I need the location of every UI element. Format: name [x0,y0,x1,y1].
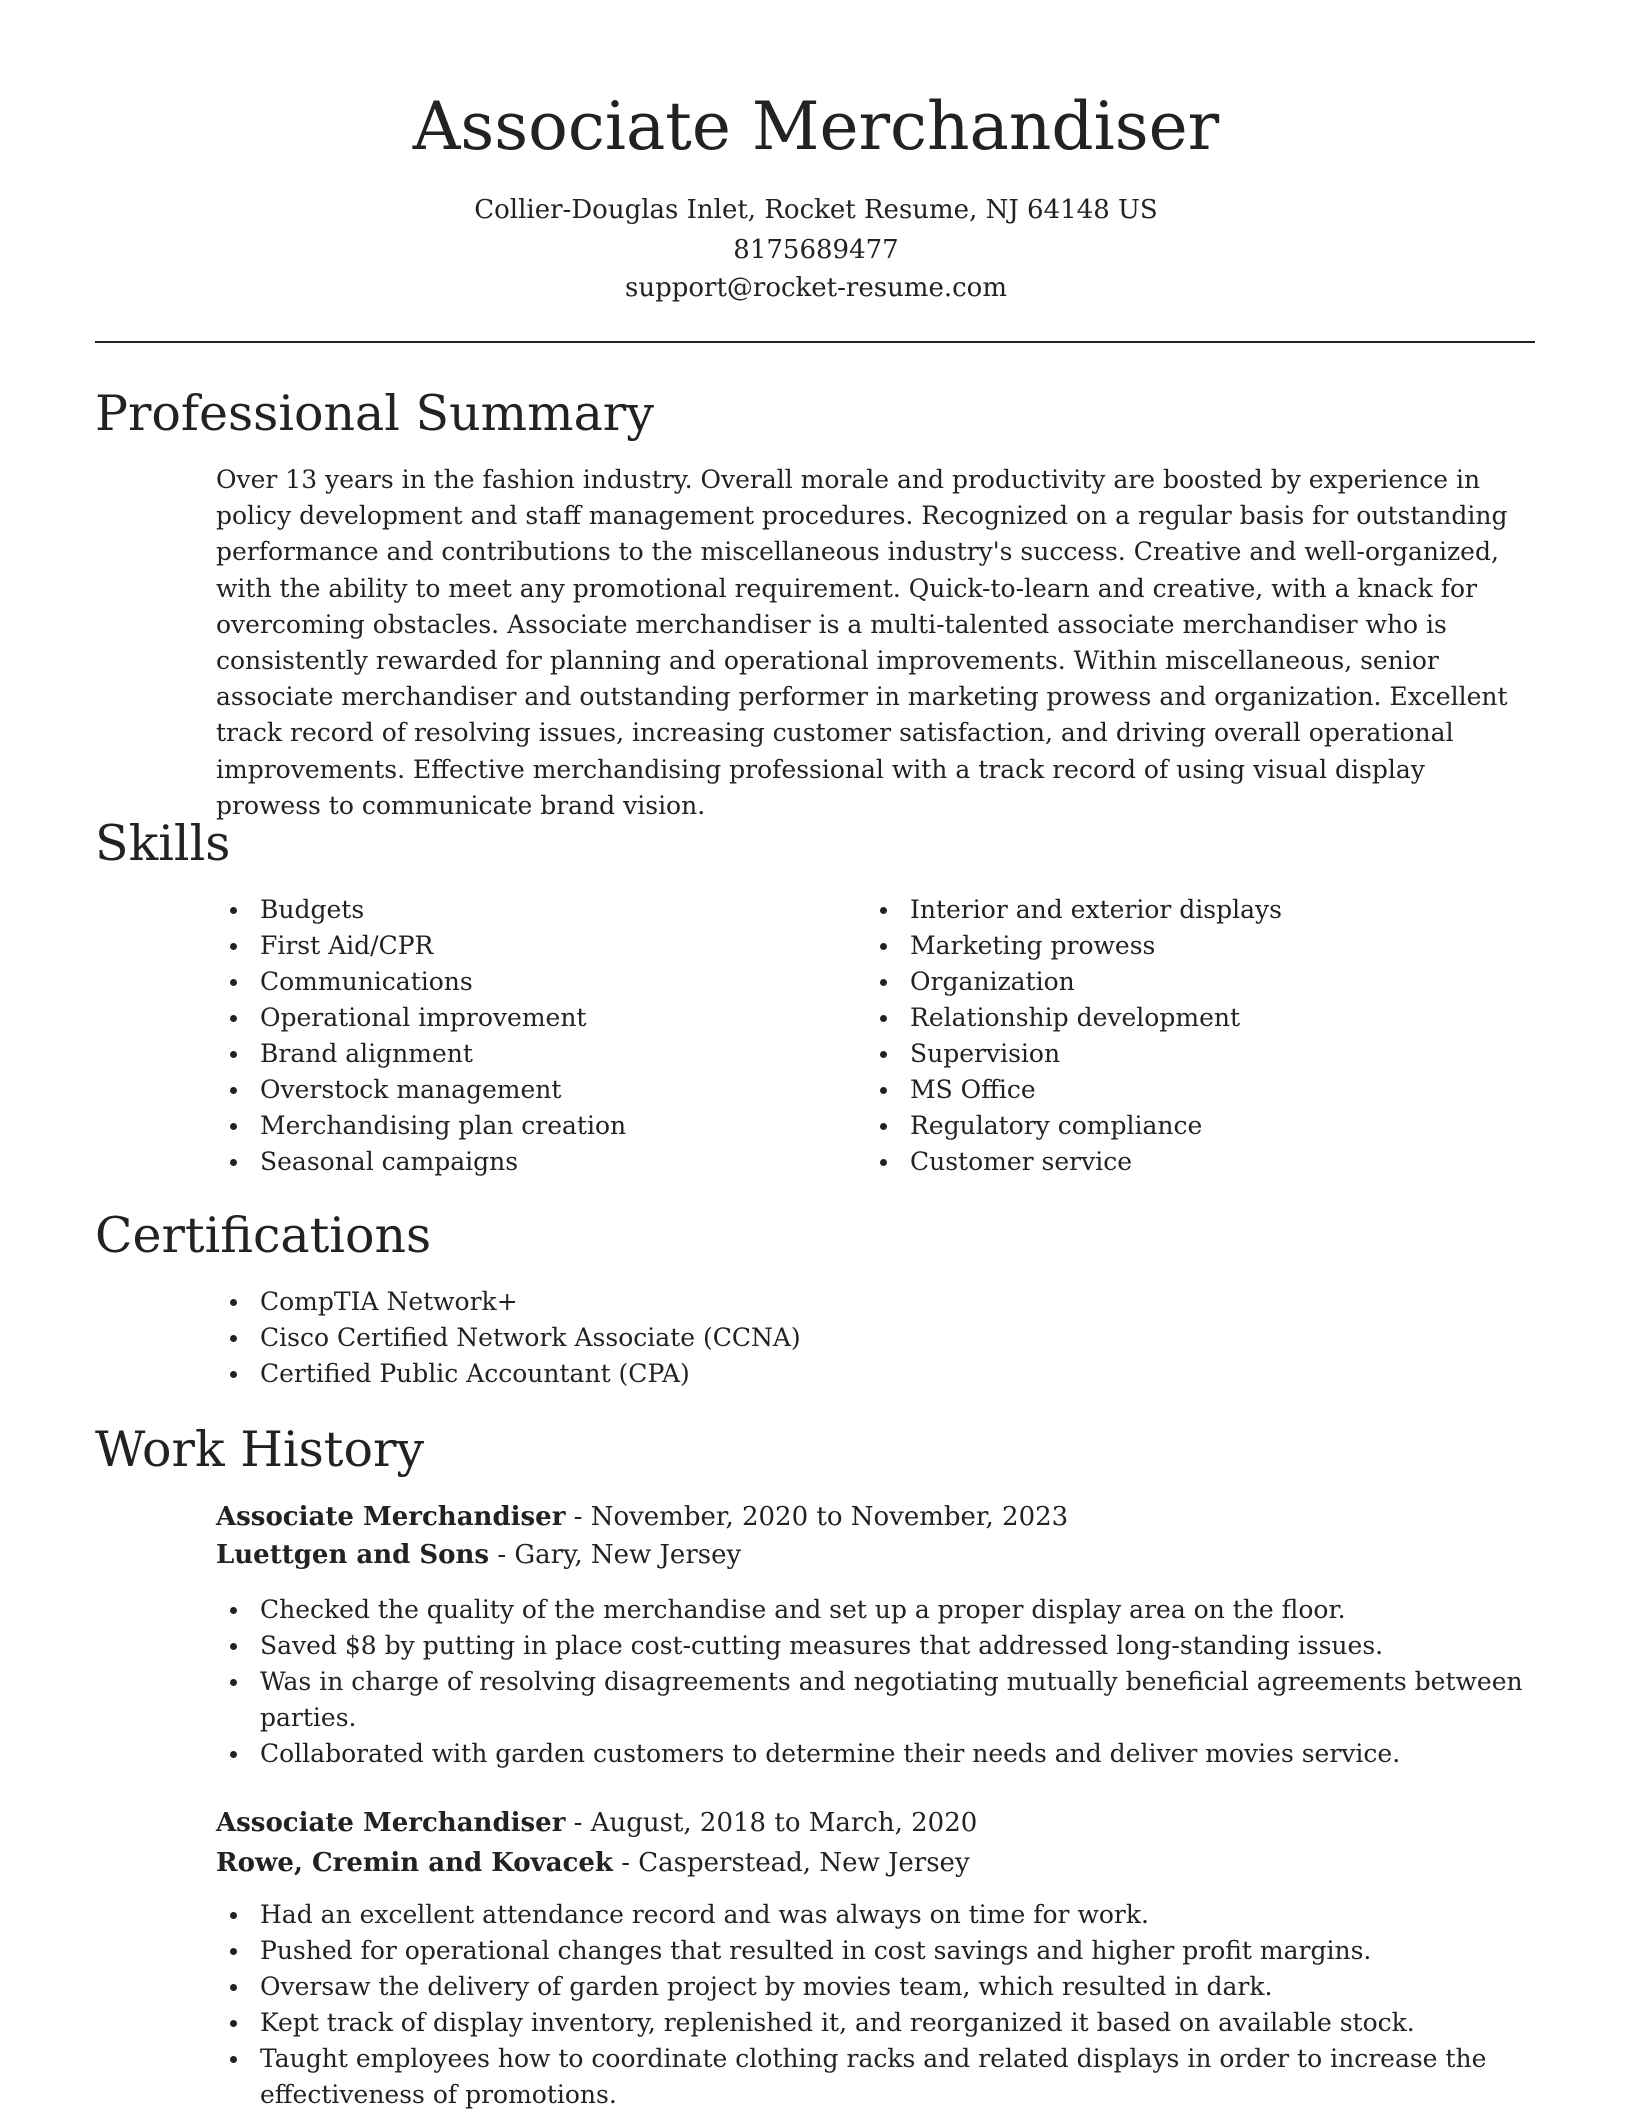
summary-heading: Professional Summary [95,385,654,442]
skill-item [866,928,1506,964]
skill-label: Overstock management [260,1075,562,1104]
skill-item [216,964,816,1000]
bullet-icon [880,979,887,986]
job-location: - Gary, New Jersey [489,1540,742,1570]
skill-item [216,1144,816,1180]
certification-label: Certified Public Accountant (CPA) [260,1359,690,1388]
job-title: Associate Merchandiser [216,1808,566,1838]
bullet-icon [230,1051,237,1058]
job-bullet-text: Was in charge of resolving disagreements and negotiating mutually beneficial agreements between parties. [260,1667,1523,1732]
skill-label: Regulatory compliance [910,1111,1203,1140]
skill-item [216,1072,816,1108]
job-location: - Casperstead, New Jersey [612,1848,970,1878]
bullet-icon [230,2020,237,2027]
skill-item [216,1108,816,1144]
certifications-heading: Certifications [95,1207,432,1264]
job-bullet-item [216,1592,1532,1628]
bullet-icon [230,1751,237,1758]
skill-label: Seasonal campaigns [260,1147,519,1176]
contact-address: Collier-Douglas Inlet, Rocket Resume, NJ 64148 US [474,195,1158,225]
job-bullet-item [216,1933,1532,1969]
work-history-heading: Work History [95,1421,425,1478]
skill-item [216,1000,816,1036]
skill-label: First Aid/CPR [260,931,434,960]
bullet-icon [230,1015,237,1022]
skill-label: Budgets [260,895,365,924]
job-title-line [216,1498,1068,1536]
bullet-icon [230,907,237,914]
skill-item [866,1036,1506,1072]
skills-list-left [216,892,816,1180]
bullet-icon [880,1051,887,1058]
header-divider [95,341,1535,343]
job-company: Rowe, Cremin and Kovacek [216,1848,613,1878]
job-title: Associate Merchandiser [216,1502,566,1532]
skill-label: Customer service [910,1147,1133,1176]
job-dates: - August, 2018 to March, 2020 [565,1808,978,1838]
certification-label: Cisco Certified Network Associate (CCNA) [260,1323,801,1352]
bullet-icon [880,907,887,914]
job-bullet-text: Taught employees how to coordinate clothing racks and related displays in order to increase the effectiveness of promotions. [260,2044,1487,2109]
job-bullet-item [216,1897,1532,1933]
bullet-icon [880,1015,887,1022]
bullet-icon [230,1335,237,1342]
skills-heading: Skills [95,815,231,872]
job-bullet-text: Had an excellent attendance record and was always on time for work. [260,1900,1149,1929]
certifications-list [216,1284,1116,1392]
skills-list-right [866,892,1506,1180]
bullet-icon [880,1087,887,1094]
job-bullet-item [216,2041,1532,2113]
skill-item [866,1144,1506,1180]
certification-item [216,1356,1116,1392]
job-bullet-text: Kept track of display inventory, replenished it, and reorganized it based on available stock. [260,2008,1415,2037]
job-bullet-text: Oversaw the delivery of garden project by movies team, which resulted in dark. [260,1972,1273,2001]
bullet-icon [230,1299,237,1306]
job-company-line [216,1844,970,1882]
certification-item [216,1284,1116,1320]
skill-item [866,964,1506,1000]
contact-email: support@rocket-resume.com [624,273,1007,303]
job-bullet-item [216,1664,1532,1736]
skill-item [866,1000,1506,1036]
job-company-line [216,1536,741,1574]
job-bullet-item [216,2005,1532,2041]
bullet-icon [230,979,237,986]
bullet-icon [880,943,887,950]
bullet-icon [230,2056,237,2063]
skill-item [866,1072,1506,1108]
bullet-icon [880,1159,887,1166]
skill-label: Brand alignment [260,1039,473,1068]
skill-label: MS Office [910,1075,1036,1104]
skill-label: Organization [910,967,1075,996]
job-title-line [216,1804,977,1842]
skill-label: Relationship development [910,1003,1241,1032]
bullet-icon [230,1123,237,1130]
job-bullets [216,1592,1532,1772]
job-bullet-text: Checked the quality of the merchandise and set up a proper display area on the floor. [260,1595,1346,1624]
bullet-icon [230,1643,237,1650]
skill-item [216,928,816,964]
job-bullet-text: Saved $8 by putting in place cost-cutting measures that addressed long-standing issues. [260,1631,1384,1660]
skill-item [216,892,816,928]
bullet-icon [230,1948,237,1955]
skill-item [216,1036,816,1072]
job-bullet-text: Collaborated with garden customers to determine their needs and deliver movies service. [260,1739,1401,1768]
bullet-icon [880,1123,887,1130]
job-bullet-item [216,1969,1532,2005]
skill-item [866,1108,1506,1144]
skill-label: Marketing prowess [910,931,1156,960]
resume-title: Associate Merchandiser [412,88,1220,165]
bullet-icon [230,1912,237,1919]
bullet-icon [230,1679,237,1686]
skill-label: Communications [260,967,473,996]
bullet-icon [230,1087,237,1094]
skill-label: Interior and exterior displays [910,895,1282,924]
job-company: Luettgen and Sons [216,1540,490,1570]
skill-item [866,892,1506,928]
job-bullets [216,1897,1532,2113]
certification-item [216,1320,1116,1356]
bullet-icon [230,1984,237,1991]
job-dates: - November, 2020 to November, 2023 [565,1502,1069,1532]
job-bullet-text: Pushed for operational changes that resulted in cost savings and higher profit margins. [260,1936,1372,1965]
summary-text: Over 13 years in the fashion industry. Overall morale and productivity are boosted by experience in policy development and staff management procedures. Recognized on a regular basis for outstanding performance and contributions to the miscellaneous industry's success. Creative and well-organized, with the ability to meet any promotional requirement. Quick-to-learn and creative, with a knack for overcoming obstacles. Associate merchandiser is a multi-talented associate merchandiser who is consistently rewarded for planning and operational improvements. Within miscellaneous, senior associate merchandiser and outstanding performer in marketing prowess and organization. Excellent track record of resolving issues, increasing customer satisfaction, and driving overall operational improvements. Effective merchandising professional with a track record of using visual display prowess to communicate brand vision. [216,465,1508,820]
bullet-icon [230,1159,237,1166]
bullet-icon [230,1371,237,1378]
skill-label: Merchandising plan creation [260,1111,627,1140]
skill-label: Supervision [910,1039,1061,1068]
skill-label: Operational improvement [260,1003,587,1032]
job-bullet-item [216,1736,1532,1772]
contact-phone: 8175689477 [733,235,899,265]
bullet-icon [230,943,237,950]
certification-label: CompTIA Network+ [260,1287,518,1316]
job-bullet-item [216,1628,1532,1664]
bullet-icon [230,1607,237,1614]
